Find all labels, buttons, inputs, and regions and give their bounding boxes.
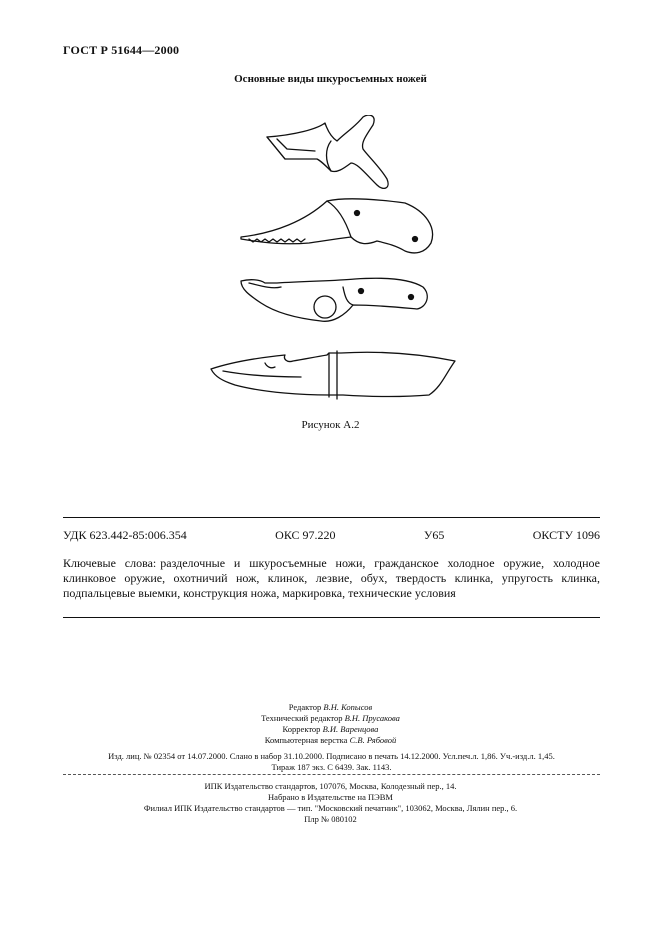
oks-code: ОКС 97.220 [275, 528, 336, 542]
publisher-block [0, 781, 661, 825]
print-info-line: Изд. лиц. № 02354 от 14.07.2000. Слано в набор 31.10.2000. Подписано в печать 14.12.2000. Усл.печ.л. 1,86. Уч.-изд.л. 1,45. [108, 751, 555, 761]
classification-codes [63, 528, 600, 543]
okstu-code: ОКСТУ 1096 [532, 528, 600, 542]
knives-figure [205, 115, 465, 415]
credit-name: В.Н. Копысов [323, 702, 373, 712]
knife-1-drawing [267, 115, 388, 188]
top-divider [63, 517, 600, 518]
keywords-text: разделочные и шкуросъемные ножи, гражданское холодное оружие, холодное клинковое оружие, охотничий нож, клинок, лезвие, обух, твердость клинка, упругость клинка, подпальцевые выемки, конструкция ножа, маркировка, технические условия [63, 556, 600, 600]
figure-caption: Рисунок А.2 [301, 419, 360, 431]
credit-role: Технический редактор [261, 713, 343, 723]
keywords-label: Ключевые слова: [63, 556, 157, 570]
credit-editor [0, 702, 661, 713]
dashed-divider [63, 774, 600, 775]
standard-number: ГОСТ Р 51644—2000 [63, 43, 180, 57]
publisher-line: ИПК Издательство стандартов, 107076, Москва, Колодезный пер., 14. [204, 781, 457, 791]
credit-layout [0, 735, 661, 746]
knife-4-drawing [211, 351, 455, 399]
knife-3-drawing [241, 278, 427, 321]
u-code: У65 [423, 528, 445, 542]
credit-role: Редактор [288, 702, 322, 712]
keywords-paragraph [63, 556, 600, 601]
print-info [63, 751, 600, 773]
publisher-line: Плр № 080102 [304, 814, 357, 824]
credit-name: В.И. Варенцова [322, 724, 379, 734]
bottom-divider [63, 617, 600, 618]
credit-tech-editor [0, 713, 661, 724]
publisher-line: Филиал ИПК Издательство стандартов — тип. "Московский печатник", 103062, Москва, Лялин пер., 6. [143, 803, 518, 813]
credit-role: Корректор [282, 724, 321, 734]
credit-name: С.В. Рябовой [349, 735, 397, 745]
knife-2-drawing [241, 199, 433, 253]
credit-name: В.Н. Прусакова [344, 713, 400, 723]
credit-role: Компьютерная верстка [264, 735, 348, 745]
print-info-line: Тираж 187 экз. С 6439. Зак. 1143. [271, 762, 392, 772]
publisher-line: Набрано в Издательстве на ПЭВМ [268, 792, 393, 802]
credit-corrector [0, 724, 661, 735]
udk-code: УДК 623.442-85:006.354 [63, 528, 187, 542]
figure-title: Основные виды шкуросъемных ножей [234, 73, 427, 85]
credits-block [0, 702, 661, 746]
